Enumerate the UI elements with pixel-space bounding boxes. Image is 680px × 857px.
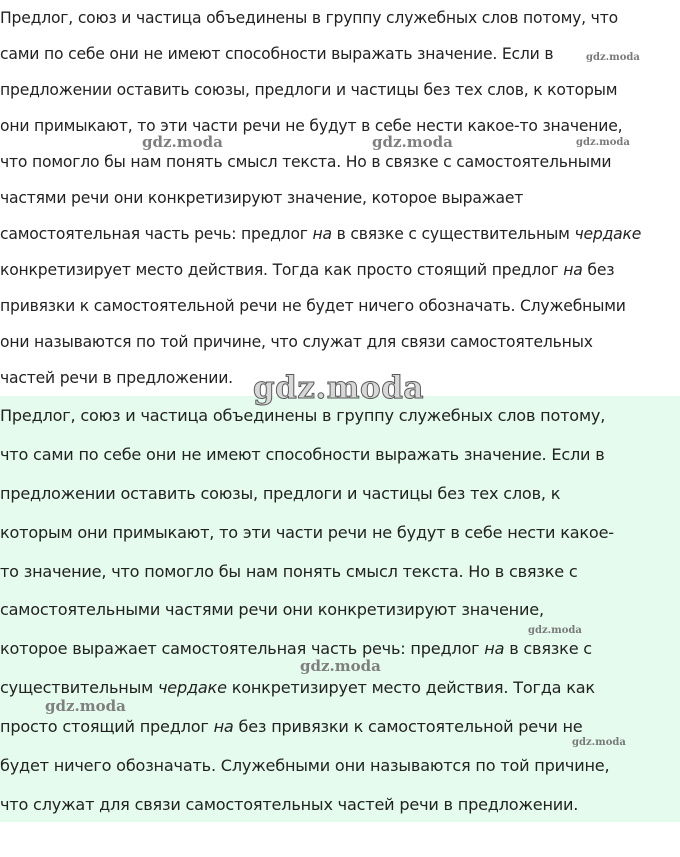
text-segment: в связке с существительным — [331, 225, 575, 243]
watermark-logo: gdz.moda — [576, 137, 630, 148]
text-line: частей речи в предложении. — [0, 369, 233, 387]
text-line — [0, 630, 680, 669]
italic-example-word: чердаке — [157, 678, 227, 698]
text-line: что служат для связи самостоятельных частей речи в предложении. — [0, 794, 579, 814]
text-line: что сами по себе они не имеют способности выражать значение. Если в — [0, 444, 605, 464]
text-line: предложении оставить союзы, предлоги и частицы без тех слов, к — [0, 483, 561, 503]
text-line: они называются по той причине, что служат для связи самостоятельных — [0, 333, 593, 351]
watermark-logo: gdz.moda — [142, 133, 223, 151]
text-segment: без — [582, 261, 615, 279]
watermark-logo: gdz.moda — [572, 737, 626, 748]
italic-example-word: чердаке — [574, 225, 642, 243]
watermark-logo: gdz.moda — [586, 52, 640, 63]
text-line — [0, 252, 680, 288]
text-segment: которое выражает самостоятельная часть речь: предлог — [0, 639, 485, 659]
italic-example-word: на — [484, 639, 505, 659]
watermark-logo: gdz.moda — [372, 133, 453, 151]
text-line: Предлог, союз и частица объединены в группу служебных слов потому, — [0, 406, 606, 425]
text-line: привязки к самостоятельной речи не будет ничего обозначать. Служебными — [0, 297, 626, 315]
italic-example-word: на — [213, 717, 234, 737]
text-line: которым они примыкают, то эти части речи не будут в себе нести какое- — [0, 522, 614, 542]
answer-paragraph-plain — [0, 0, 680, 396]
watermark-logo: gdz.moda — [45, 697, 126, 715]
text-line — [0, 708, 680, 747]
text-segment: просто стоящий предлог — [0, 717, 214, 737]
text-line: что помогло бы нам понять смысл текста. Но в связке с самостоятельными — [0, 153, 612, 171]
text-line — [0, 216, 680, 252]
watermark-logo: gdz.moda — [300, 657, 381, 675]
text-line: частями речи они конкретизируют значение, которое выражает — [0, 189, 524, 207]
watermark-logo: gdz.moda — [528, 625, 582, 636]
text-segment: конкретизирует место действия. Тогда как просто стоящий предлог — [0, 261, 564, 279]
text-line: они примыкают, то эти части речи не будут в себе нести какое-то значение, — [0, 117, 623, 135]
watermark-logo: gdz.moda — [253, 370, 424, 406]
text-segment: без привязки к самостоятельной речи не — [233, 717, 583, 737]
text-segment: в связке с — [504, 639, 592, 659]
italic-example-word: на — [563, 261, 583, 279]
text-line: сами по себе они не имеют способности выражать значение. Если в — [0, 45, 554, 63]
text-line: Предлог, союз и частица объединены в группу служебных слов потому, что — [0, 9, 618, 27]
text-line: будет ничего обозначать. Служебными они называются по той причине, — [0, 756, 610, 776]
text-segment: конкретизирует место действия. Тогда как — [226, 678, 595, 698]
text-line: самостоятельными частями речи они конкретизируют значение, — [0, 600, 544, 620]
text-line — [0, 669, 680, 708]
text-segment: существительным — [0, 678, 158, 698]
italic-example-word: на — [312, 225, 332, 243]
text-line: предложении оставить союзы, предлоги и частицы без тех слов, к которым — [0, 81, 618, 99]
text-line: то значение, что помогло бы нам понять смысл текста. Но в связке с — [0, 561, 578, 581]
text-segment: самостоятельная часть речь: предлог — [0, 225, 313, 243]
answer-paragraph-highlighted — [0, 396, 680, 822]
